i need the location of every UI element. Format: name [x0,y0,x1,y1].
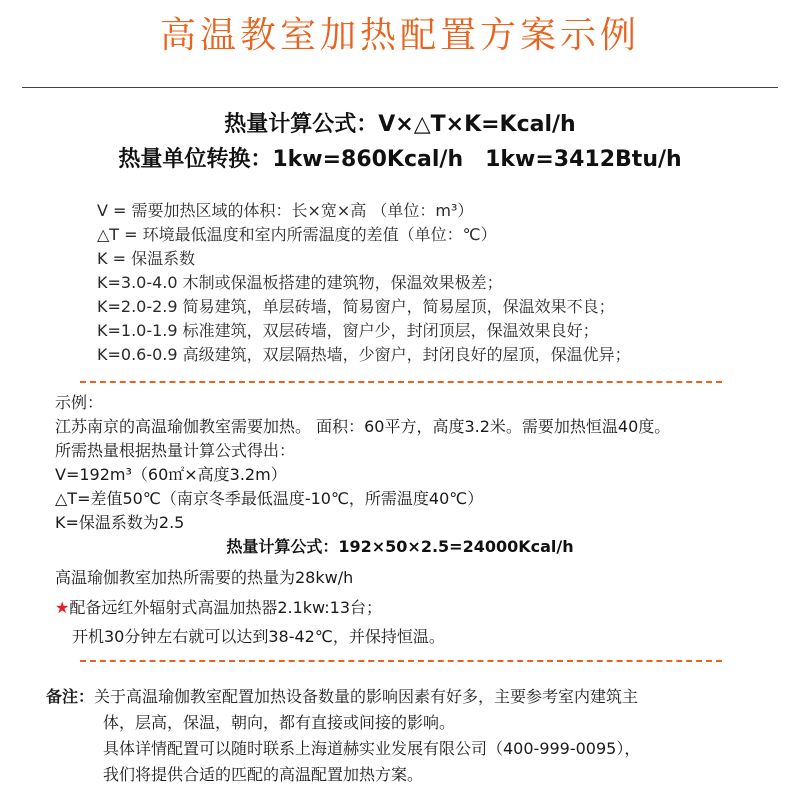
note-line-3: 具体详情配置可以随时联系上海道赫实业发展有限公司（400-999-0095）， [103,739,641,758]
definition-v: V = 需要加热区域的体积：长×宽×高 （单位：m³） [97,201,474,220]
note-line-1 [46,686,638,708]
k-range-4: K=0.6-0.9 高级建筑，双层隔热墙，少窗户，封闭良好的屋顶，保温优异； [97,345,631,364]
example-line: 江苏南京的高温瑜伽教室需要加热。 面积：60平方，高度3.2米。需要加热恒温40度。 [55,417,671,436]
note-line-2: 体，层高，保温，朝向，都有直接或间接的影响。 [103,713,456,732]
title-divider [22,87,778,88]
page-title: 高温教室加热配置方案示例 [159,15,640,56]
k-range-3: K=1.0-1.9 标准建筑，双层砖墙，窗户少，封闭顶层，保温效果良好； [97,321,599,340]
example-line: △T=差值50℃（南京冬季最低温度-10℃，所需温度40℃） [55,489,484,508]
example-config [55,597,382,619]
section-divider [80,381,722,383]
example-line: 所需热量根据热量计算公式得出： [55,441,296,460]
heat-formula: 热量计算公式：V×△T×K=Kcal/h [224,112,576,137]
unit-conversion: 热量单位转换：1kw=860Kcal/h 1kw=3412Btu/h [118,147,682,172]
config-text: 配备远红外辐射式高温加热器2.1kw:13台； [69,598,383,617]
definition-delta-t: △T = 环境最低温度和室内所需温度的差值（单位：℃） [97,225,497,244]
note-line-4: 我们将提供合适的匹配的高温配置加热方案。 [103,765,424,784]
star-icon: ★ [55,598,70,617]
example-formula: 热量计算公式：192×50×2.5=24000Kcal/h [226,537,574,556]
example-line: V=192m³（60㎡×高度3.2m） [55,465,287,484]
section-divider [80,660,722,662]
example-line: K=保温系数为2.5 [55,513,185,532]
example-heading: 示例： [55,393,104,412]
definition-k: K = 保温系数 [97,249,196,268]
example-result: 高温瑜伽教室加热所需要的热量为28kw/h [55,568,354,587]
k-range-2: K=2.0-2.9 简易建筑，单层砖墙，简易窗户，简易屋顶，保温效果不良； [97,297,615,316]
note-label: 备注： [46,687,95,706]
example-time: 开机30分钟左右就可以达到38-42℃，并保持恒温。 [72,627,445,646]
k-range-1: K=3.0-4.0 木制或保温板搭建的建筑物，保温效果极差； [97,273,503,292]
note-text: 关于高温瑜伽教室配置加热设备数量的影响因素有好多，主要参考室内建筑主 [94,687,639,706]
